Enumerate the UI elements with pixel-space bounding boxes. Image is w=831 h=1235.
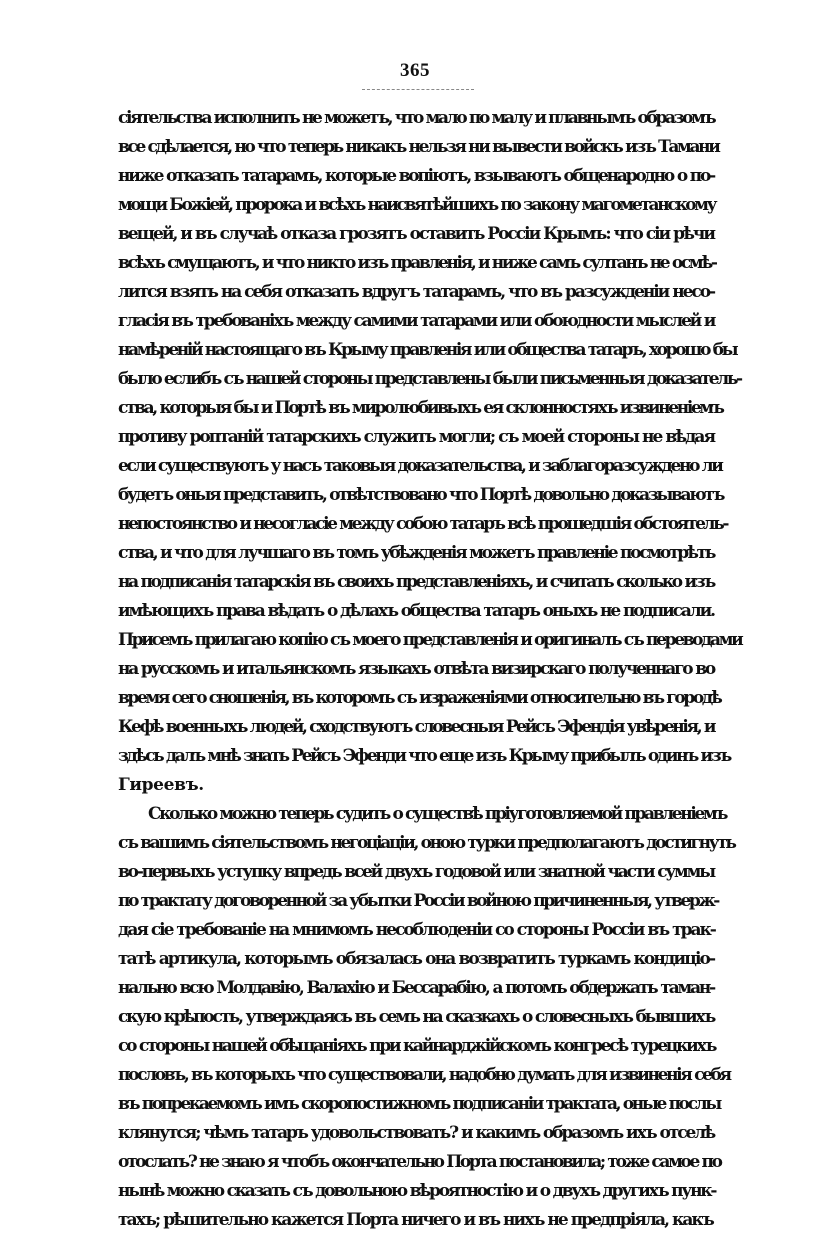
text-line: намѣреній настоящаго въ Крыму правленія или общества татаръ, хорошо бы [118, 340, 737, 360]
text-line: ства, и что для лучшаго въ томъ убѣжденія можетъ правленіе посмотрѣть [118, 543, 715, 563]
text-line: со стороны нашей обѣщаніяхъ при кайнарджійскомъ конгресѣ турецкихъ [118, 1036, 716, 1056]
text-line: нынѣ можно сказать съ довольною вѣроятностію и о двухъ другихъ пунк- [118, 1181, 716, 1201]
text-line: имѣющихъ права вѣдать о дѣлахъ общества татаръ оныхъ не подписали. [118, 601, 714, 621]
text-line: отослать? не знаю я чтобъ окончательно Порта постановила; тоже самое по [118, 1152, 721, 1172]
text-line: на подписанія татарскія въ своихъ представленіяхъ, и считать сколько изъ [118, 572, 714, 592]
text-line: мощи Божіей, пророка и всѣхъ наисвятѣйшихъ по закону магометанскому [118, 195, 716, 215]
text-line: пословъ, въ которыхъ что существовали, надобно думать для извиненія себя [118, 1065, 730, 1085]
text-line: съ вашимъ сіятельствомъ негоціаціи, оною турки предполагаютъ достигнуть [118, 833, 735, 853]
text-line: Кефѣ военныхъ людей, сходствуютъ словесныя Рейсъ Эфендія увѣренія, и [118, 717, 715, 737]
text-body [118, 104, 742, 1235]
text-line: вещей, и въ случаѣ отказа грозятъ оставить Россіи Крымъ: что сіи рѣчи [118, 224, 714, 244]
text-line: противу роптаній татарскихъ служить могли; съ моей стороны не вѣдая [118, 427, 714, 447]
page-number-rule [362, 89, 474, 90]
text-line: ства, которыя бы и Портѣ въ миролюбивыхъ ея склонностяхъ извиненіемъ [118, 398, 723, 418]
text-line: тахъ; рѣшительно кажется Порта ничего и въ нихъ не предпріяла, какъ [118, 1210, 713, 1230]
text-line: клянутся; чѣмъ татаръ удовольствовать? и какимъ образомъ ихъ отселѣ [118, 1123, 715, 1143]
text-line: татѣ артикула, которымъ обязалась она возвратить туркамъ кондиціо- [118, 949, 715, 969]
text-line: Сколько можно теперь судить о существѣ пріуготовляемой правленіемъ [148, 804, 727, 824]
text-line: ниже отказать татарамъ, которые вопіютъ, взываютъ общенародно о по- [118, 166, 714, 186]
text-line: все сдѣлается, но что теперь никакъ нельзя ни вывести войскъ изъ Тамани [118, 137, 719, 157]
page-number: 365 [400, 60, 430, 81]
text-line: сіятельства исполнить не можетъ, что мало по малу и плавнымъ образомъ [118, 108, 715, 128]
text-line: если существуютъ у насъ таковыя доказательства, и заблагоразсуждено ли [118, 456, 722, 476]
text-line: Присемъ прилагаю копію съ моего представленія и оригиналъ съ переводами [118, 630, 742, 650]
text-line: скую крѣпость, утверждаясь въ семъ на сказкахъ о словесныхъ бывшихъ [118, 1007, 714, 1027]
text-line: будетъ оныя представить, отвѣтствовано что Портѣ довольно доказываютъ [118, 485, 724, 505]
text-line: по трактату договоренной за убытки Россіи войною причиненныя, утверж- [118, 891, 718, 911]
text-line: дая сіе требованіе на мнимомъ несоблюденіи со стороны Россіи въ трак- [118, 920, 715, 940]
text-line: всѣхъ смущаютъ, и что никто изъ правленія, и ниже самъ султанъ не осмѣ- [118, 253, 716, 273]
text-line: здѣсь далъ мнѣ знать Рейсъ Эфенди что еще изъ Крыму прибылъ одинъ изъ [118, 746, 730, 766]
text-line: на русскомъ и итальянскомъ языкахъ отвѣта визирскаго полученнаго во [118, 659, 714, 679]
text-line: во-первыхъ уступку впредь всей двухъ годовой или знатной части суммы [118, 862, 714, 882]
text-line: было еслибъ съ нашей стороны представлены были письменныя доказатель- [118, 369, 741, 389]
text-line: непостоянство и несогласіе между собою татаръ всѣ прошедшія обстоятель- [118, 514, 728, 534]
text-line: время сего сношенія, въ которомъ съ израженіями относительно въ городѣ [118, 688, 721, 708]
text-line: въ попрекаемомъ имъ скоропостижномъ подписаніи трактата, оные послы [118, 1094, 720, 1114]
text-line: лится взять на себя отказать вдругъ татарамъ, что въ разсужденіи несо- [118, 282, 714, 302]
text-line: гласія въ требованіхъ между самими татарами или обоюдности мыслей и [118, 311, 715, 331]
text-line: Гиреевъ. [118, 775, 204, 795]
text-line: нально всю Молдавію, Валахію и Бессарабію, а потомъ обдержать таман- [118, 978, 714, 998]
